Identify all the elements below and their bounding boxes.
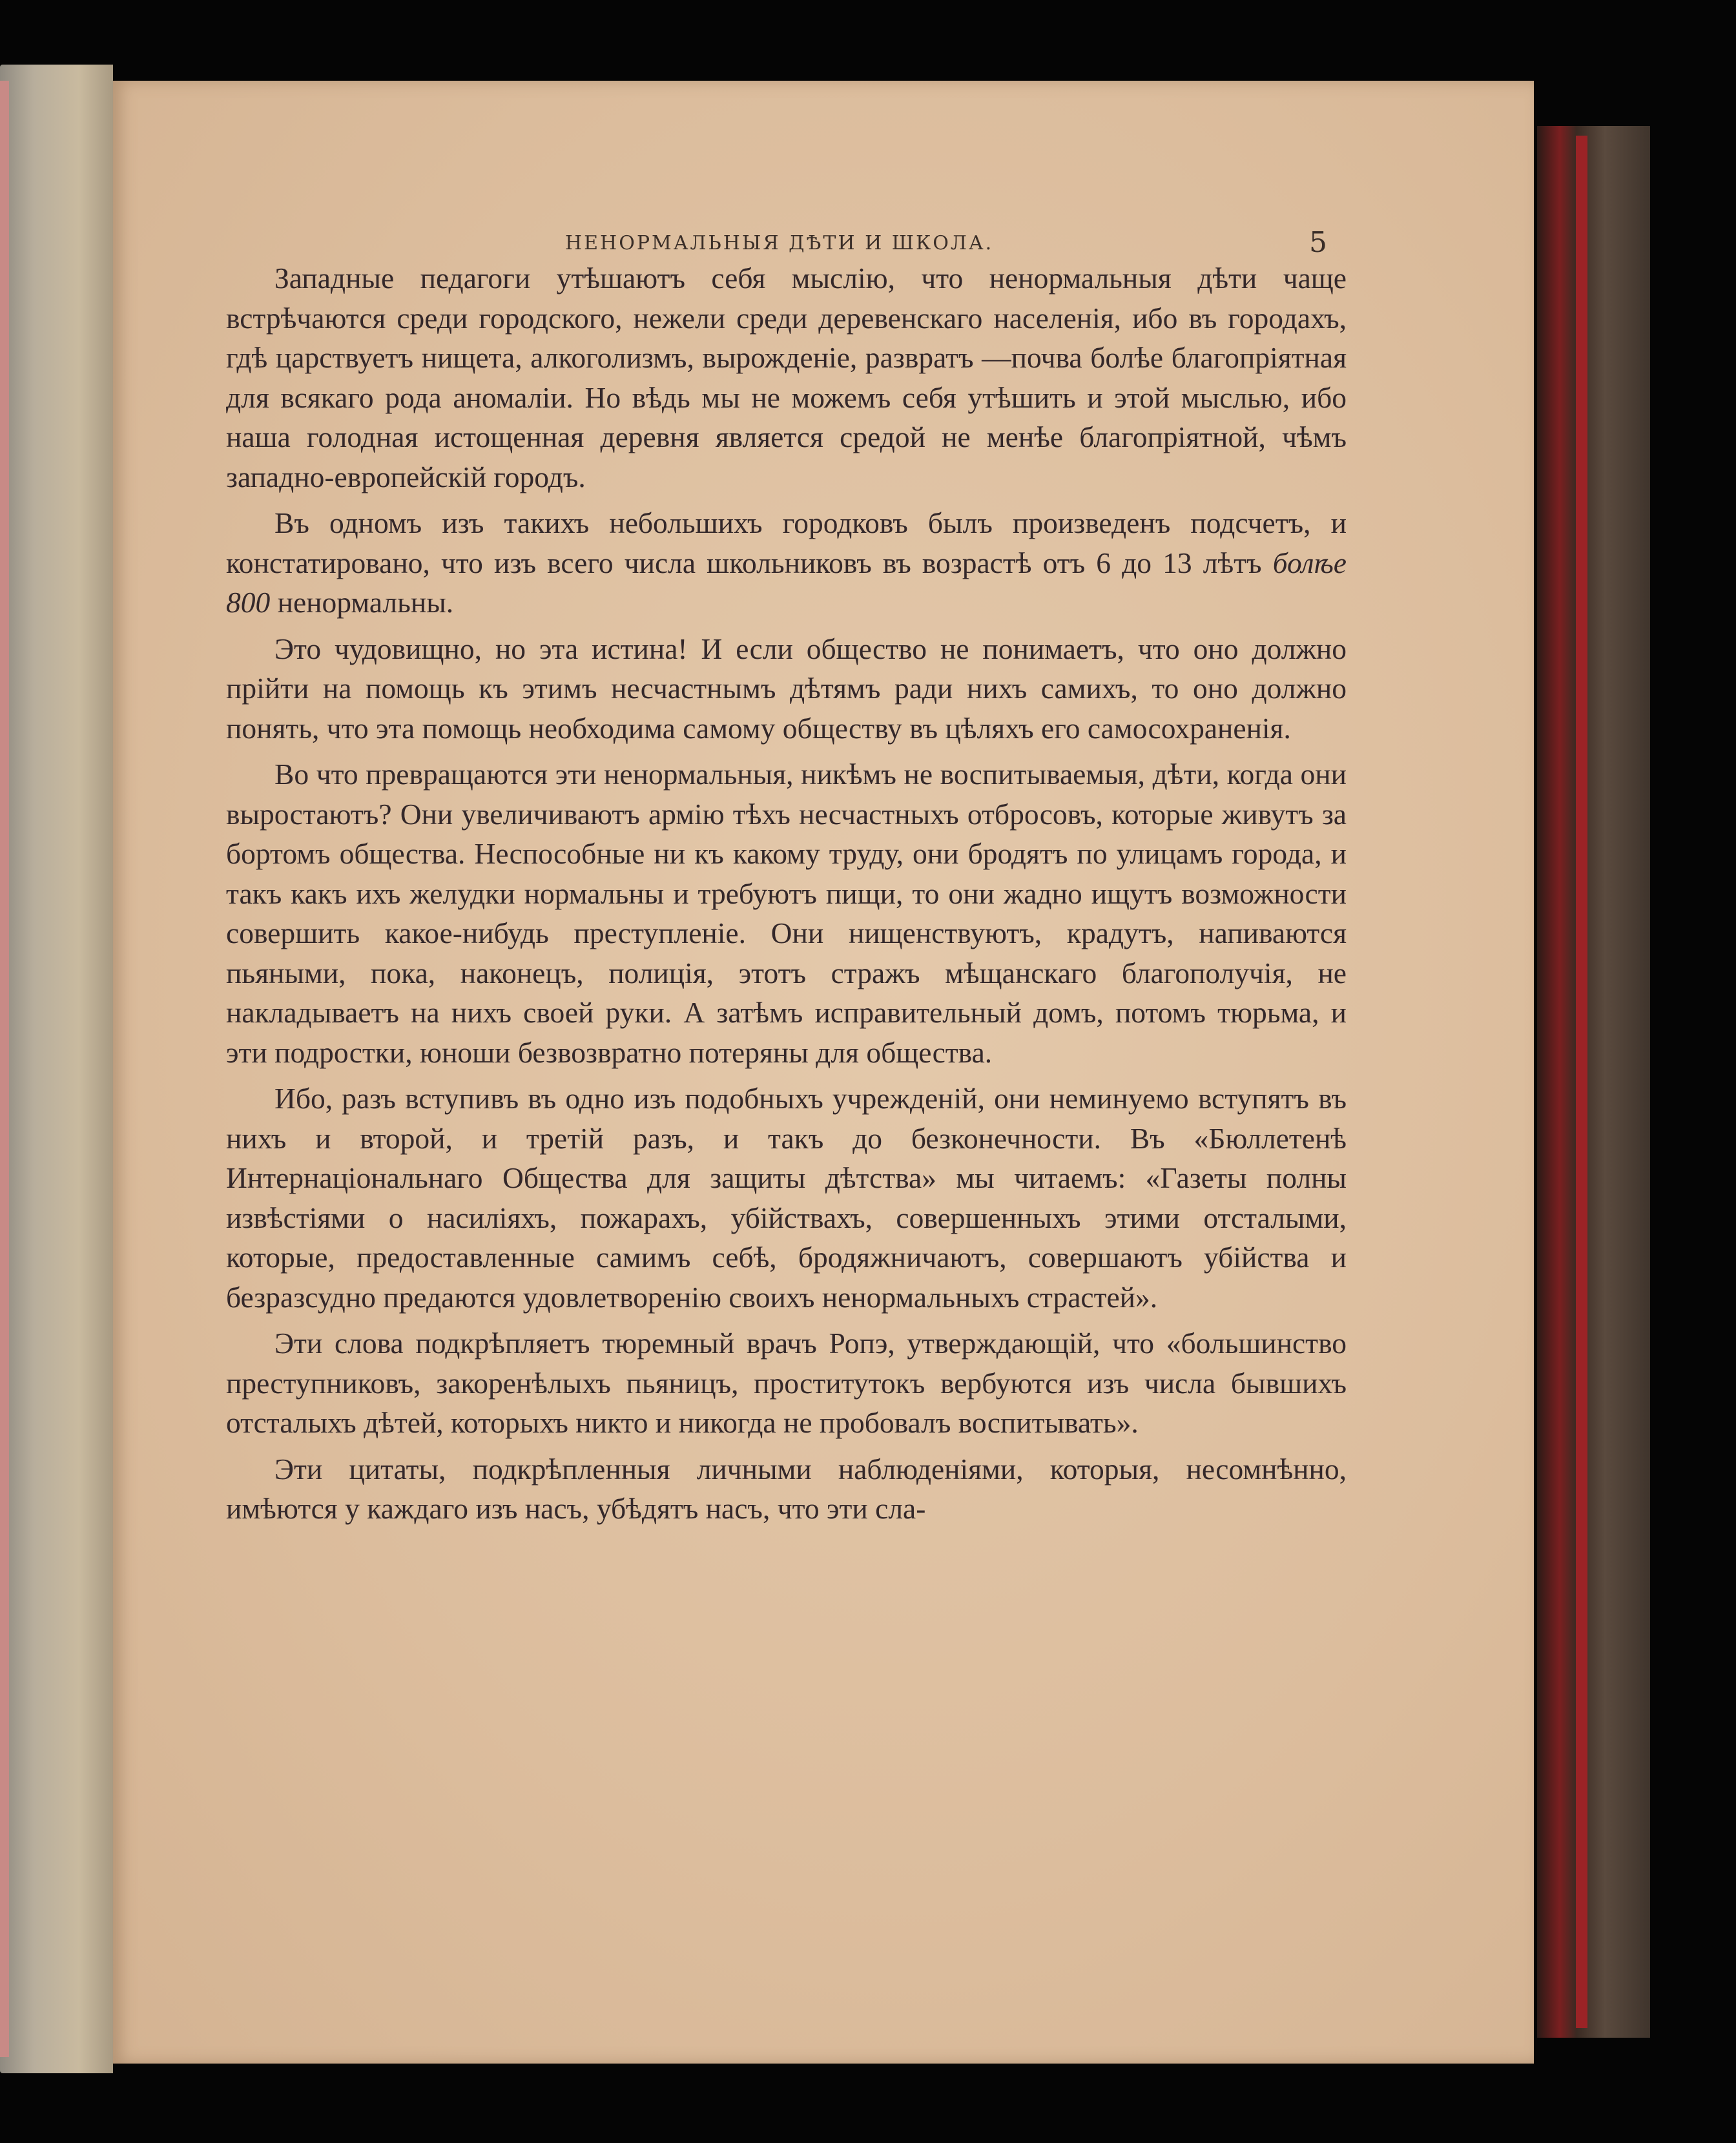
paragraph [226,503,1347,623]
paragraph [226,754,1347,1072]
paragraph-text: Это чудовищно, но эта истина! И если общество не понимаетъ, что оно должно прійти на помощь къ этимъ несчастнымъ дѣтямъ ради нихъ самихъ, то оно должно понять, что эта помощь необходима самому обществу въ цѣляхъ его самосохраненія. [226,632,1347,745]
left-facing-page [0,65,113,2073]
book-page [113,81,1534,2064]
paragraph-text: Ибо, разъ вступивъ въ одно изъ подобныхъ учрежденій, они неминуемо вступятъ въ нихъ и второй, и третій разъ, и такъ до безконечности. Въ «Бюллетенѣ Интернаціональнаго Общества для защиты дѣтства» мы читаемъ: «Газеты полны извѣстіями о насиліяхъ, пожарахъ, убійствахъ, совершенныхъ этими отсталыми, которые, предоставленные самимъ себѣ, бродяжничаютъ, совершаютъ убійства и безразсудно предаются удовлетворенію своихъ ненормальныхъ страстей». [226,1082,1347,1314]
paragraph-text: Во что превращаются эти ненормальныя, никѣмъ не воспитываемыя, дѣти, когда они выростаютъ? Они увеличиваютъ армію тѣхъ несчастныхъ отбросовъ, которые живутъ за бортомъ общества. Неспособные ни къ какому труду, они бродятъ по улицамъ города, и такъ какъ ихъ желудки нормальны и требуютъ пищи, то они жадно ищутъ возможности совершить какое-нибудь преступленіе. Они нищенствуютъ, крадутъ, напиваются пьяными, пока, наконецъ, полиція, этотъ стражъ мѣщанскаго благополучія, не накладываетъ на нихъ своей руки. А затѣмъ исправительный домъ, потомъ тюрьма, и эти подростки, юноши безвозвратно потеряны для общества. [226,758,1347,1069]
paragraph-text: Въ одномъ изъ такихъ небольшихъ городковъ былъ произведенъ подсчетъ, и констатировано, что изъ всего числа школьниковъ въ возрастѣ отъ 6 до 13 лѣтъ [226,506,1347,579]
emphasized-text: болѣе 800 [226,546,1347,619]
page-number: 5 [1309,226,1327,259]
paragraph-text: Западные педагоги утѣшаютъ себя мыслію, что ненормальныя дѣти чаще встрѣчаются среди городского, нежели среди деревенскаго населенія, ибо въ городахъ, гдѣ царствуетъ нищета, алкоголизмъ, вырожденіе, развратъ —почва болѣе благопріятная для всякаго рода аномаліи. Но вѣдь мы не можемъ себя утѣшить и этой мыслью, ибо наша голодная истощенная деревня является средой не менѣе благопріятной, чѣмъ западно-европейскій городъ. [226,262,1347,493]
paragraph [226,629,1347,749]
paragraph-text: Эти цитаты, подкрѣпленныя личными наблюденіями, которыя, несомнѣнно, имѣются у каждаго изъ насъ, убѣдятъ насъ, что эти сла- [226,1452,1347,1525]
paragraph [226,258,1347,497]
body-text [226,258,1347,1535]
paragraph [226,1323,1347,1443]
paragraph [226,1449,1347,1529]
binding-red-edge [1576,136,1587,2028]
book-binding [1537,126,1650,2038]
paragraph-text-tail: ненормальны. [270,586,454,619]
paragraph-text: Эти слова подкрѣпляетъ тюремный врачъ Ропэ, утверждающій, что «большинство преступниковъ, закоренѣлыхъ пьяницъ, проститутокъ вербуются изъ числа бывшихъ отсталыхъ дѣтей, которыхъ никто и никогда не пробовалъ воспитывать». [226,1327,1347,1439]
left-page-edge [0,81,9,2057]
running-head: НЕНОРМАЛЬНЫЯ ДѢТИ И ШКОЛА. [565,232,994,254]
paragraph [226,1079,1347,1317]
